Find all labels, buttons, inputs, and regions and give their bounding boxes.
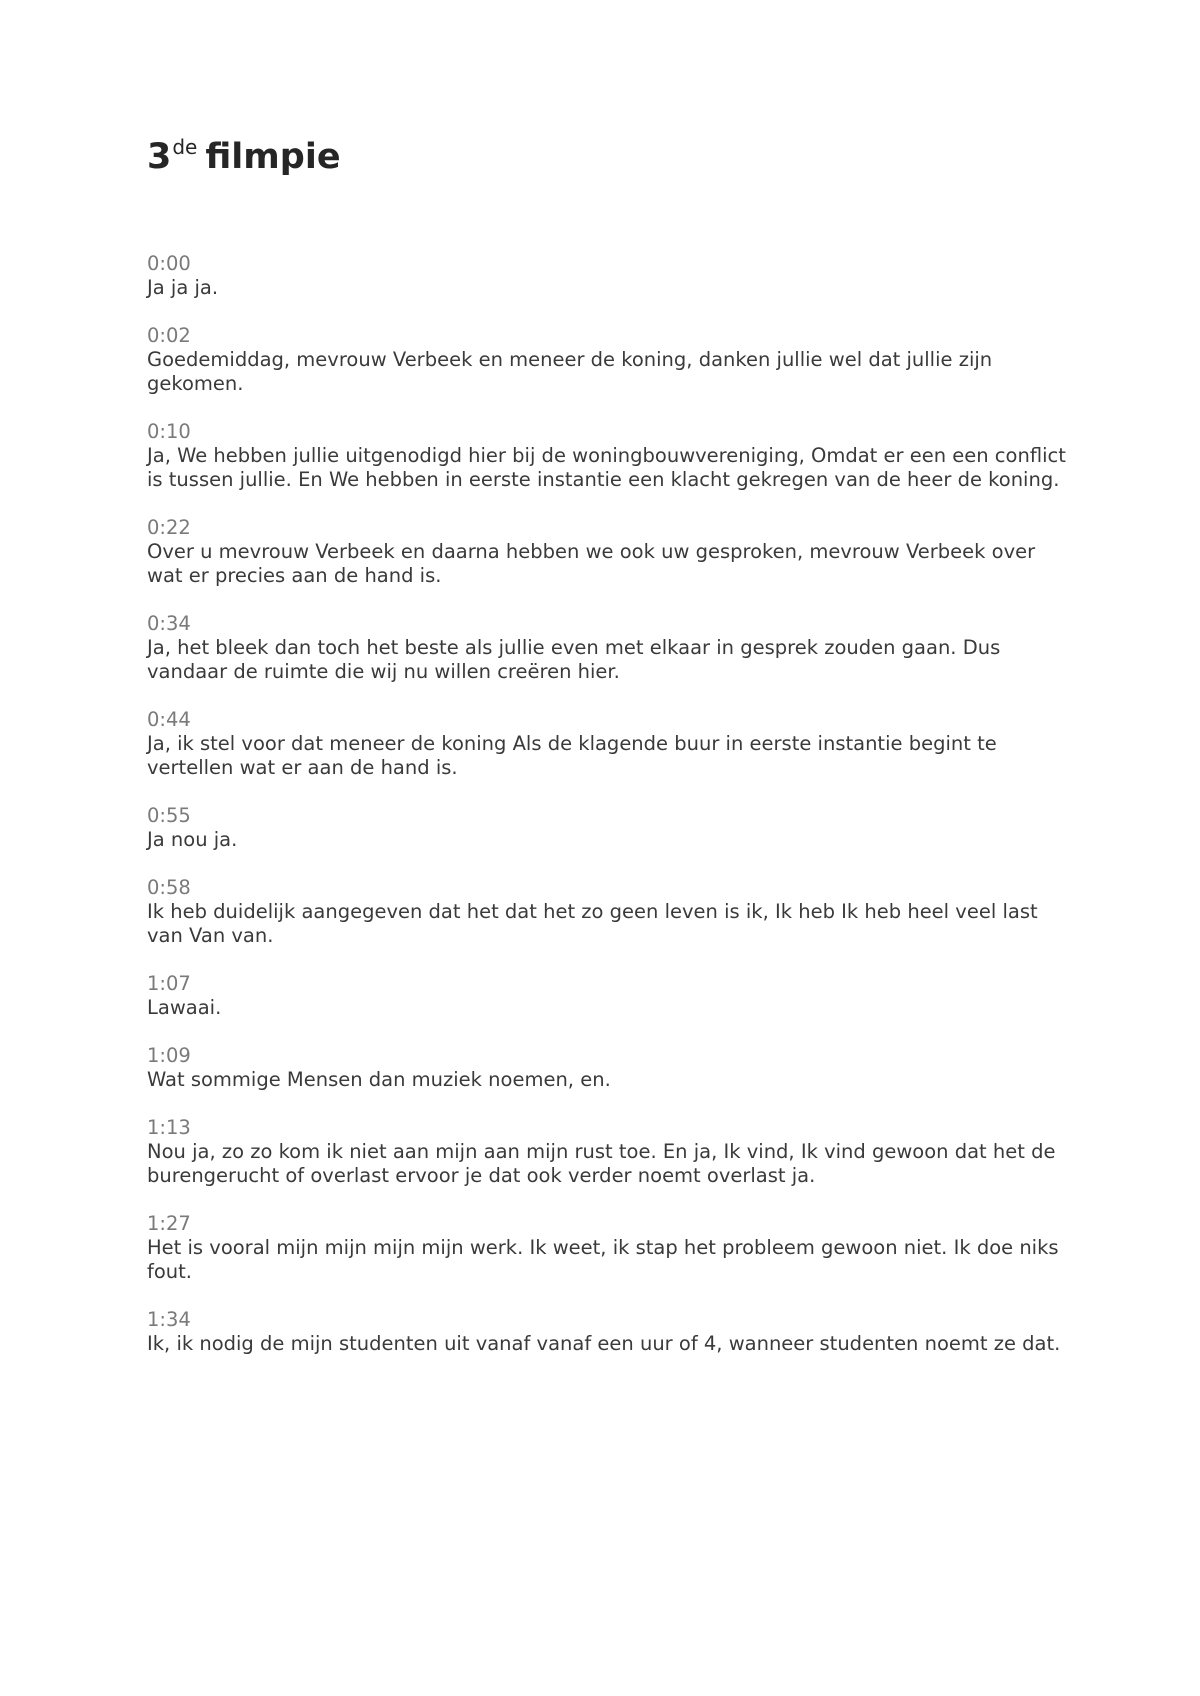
timestamp: 1:27 — [147, 1212, 191, 1235]
transcript-text: Goedemiddag, mevrouw Verbeek en meneer de koning, danken jullie wel dat jullie zijn gekomen. — [147, 348, 993, 395]
timestamp: 0:10 — [147, 420, 191, 443]
document-title — [147, 135, 341, 177]
timestamp: 1:34 — [147, 1308, 191, 1331]
transcript-entry — [147, 876, 1077, 948]
timestamp: 1:07 — [147, 972, 191, 995]
timestamp: 0:22 — [147, 516, 191, 539]
timestamp: 0:55 — [147, 804, 191, 827]
transcript-text: Ja, ik stel voor dat meneer de koning Als de klagende buur in eerste instantie begint te vertellen wat er aan de hand is. — [147, 732, 997, 779]
transcript-text: Ja, We hebben jullie uitgenodigd hier bij de woningbouwvereniging, Omdat er een een conflict is tussen jullie. En We hebben in eerste instantie een klacht gekregen van de heer de koning. — [147, 444, 1066, 491]
transcript-text: Ja, het bleek dan toch het beste als jullie even met elkaar in gesprek zouden gaan. Dus vandaar de ruimte die wij nu willen creëren hier. — [147, 636, 1001, 683]
transcript-text: Ik, ik nodig de mijn studenten uit vanaf vanaf een uur of 4, wanneer studenten noemt ze dat. — [147, 1332, 1061, 1355]
transcript-text: Ik heb duidelijk aangegeven dat het dat het zo geen leven is ik, Ik heb Ik heb heel veel last van Van van. — [147, 900, 1038, 947]
transcript-entry — [147, 1308, 1077, 1356]
transcript-entry — [147, 1044, 1077, 1092]
timestamp: 0:58 — [147, 876, 191, 899]
timestamp: 0:34 — [147, 612, 191, 635]
timestamp: 1:13 — [147, 1116, 191, 1139]
transcript-entry — [147, 1116, 1077, 1188]
transcript — [147, 252, 1077, 1380]
transcript-entry — [147, 972, 1077, 1020]
transcript-text: Over u mevrouw Verbeek en daarna hebben we ook uw gesproken, mevrouw Verbeek over wat er precies aan de hand is. — [147, 540, 1036, 587]
timestamp: 0:00 — [147, 252, 191, 275]
title-number: 3 — [147, 137, 172, 177]
title-word: filmpie — [205, 137, 341, 177]
timestamp: 0:44 — [147, 708, 191, 731]
transcript-entry — [147, 252, 1077, 300]
transcript-text: Het is vooral mijn mijn mijn mijn werk. Ik weet, ik stap het probleem gewoon niet. Ik doe niks fout. — [147, 1236, 1059, 1283]
transcript-entry — [147, 612, 1077, 684]
transcript-text: Ja nou ja. — [147, 828, 238, 851]
timestamp: 0:02 — [147, 324, 191, 347]
transcript-entry — [147, 324, 1077, 396]
transcript-text: Lawaai. — [147, 996, 222, 1019]
transcript-entry — [147, 804, 1077, 852]
transcript-text: Wat sommige Mensen dan muziek noemen, en. — [147, 1068, 611, 1091]
transcript-text: Nou ja, zo zo kom ik niet aan mijn aan mijn rust toe. En ja, Ik vind, Ik vind gewoon dat het de burengerucht of overlast ervoor je dat ook verder noemt overlast ja. — [147, 1140, 1056, 1187]
timestamp: 1:09 — [147, 1044, 191, 1067]
transcript-entry — [147, 1212, 1077, 1284]
transcript-text: Ja ja ja. — [147, 276, 219, 299]
transcript-entry — [147, 516, 1077, 588]
transcript-entry — [147, 420, 1077, 492]
title-superscript: de — [172, 135, 198, 159]
transcript-entry — [147, 708, 1077, 780]
